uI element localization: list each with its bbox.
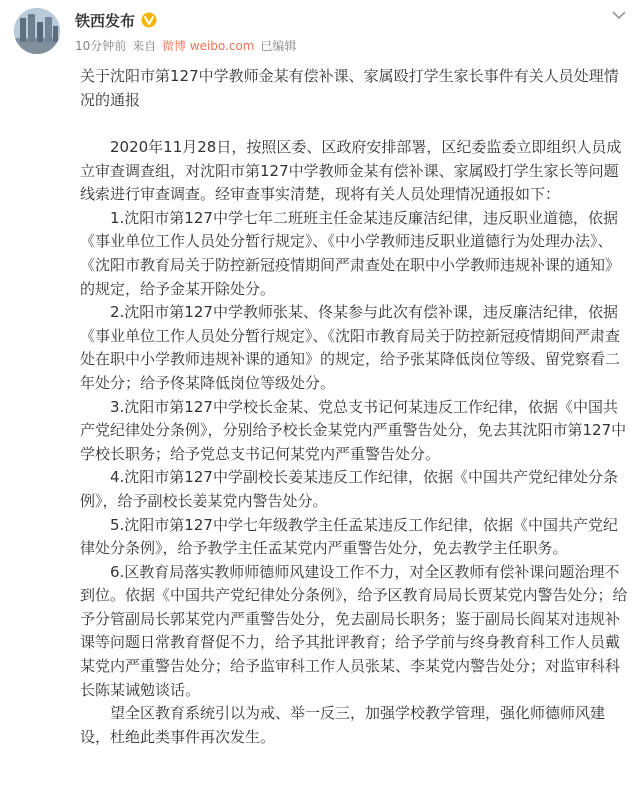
verified-badge-icon [141, 12, 157, 28]
source-link[interactable]: 微博 weibo.com [161, 39, 255, 53]
paragraph: 望全区教育系统引以为戒、举一反三，加强学校教学管理，强化师德师风建设，杜绝此类事件再次发生。 [80, 704, 606, 746]
chevron-down-icon[interactable] [610, 8, 628, 22]
post-time[interactable]: 10分钟前 [75, 39, 127, 53]
post-meta [75, 37, 296, 54]
paragraph: 5.沈阳市第127中学七年级教学主任孟某违反工作纪律，依据《中国共产党纪律处分条例》，给予教学主任孟某党内严重警告处分，免去教学主任职务。 [80, 515, 618, 558]
author-row [75, 10, 157, 30]
author-name[interactable]: 铁西发布 [75, 11, 136, 30]
paragraph: 3.沈阳市第127中学校长金某、党总支书记何某违反工作纪律，依据《中国共产党纪律处分条例》，分别给予校长金某党内严重警告处分，免去其沈阳市第127中学校长职务；给予党总支书记何某党内严重警告处分。 [80, 397, 627, 463]
paragraph: 1.沈阳市第127中学七年二班班主任金某违反廉洁纪律，违反职业道德，依据《事业单位工作人员处分暂行规定》、《中小学教师违反职业道德行为处理办法》、《沈阳市教育局关于防控新冠疫情期间严肃查处在职中小学教师违规补课的通知》的规定，给予金某开除处分。 [80, 208, 621, 298]
post-header [0, 0, 640, 60]
source-prefix: 来自 [132, 39, 157, 53]
paragraph: 4.沈阳市第127中学副校长姜某违反工作纪律，依据《中国共产党纪律处分条例》，给予副校长姜某党内警告处分。 [80, 468, 618, 510]
edited-label[interactable]: 已编辑 [260, 39, 297, 53]
post-content [80, 136, 630, 749]
paragraph: 6.区教育局落实教师师德师风建设工作不力，对全区教师有偿补课问题治理不到位。依据《中国共产党纪律处分条例》，给予区教育局局长贾某党内警告处分；给予分管副局长郭某党内严重警告处分，免去副局长职务；鉴于副局长阎某对违规补课等问题日常教育督促不力，给予其批评教育；给予学前与终身教育科工作人员戴某党内严重警告处分；给予监审科工作人员张某、李某党内警告处分；对监审科科长陈某诫勉谈话。 [80, 562, 628, 699]
paragraph: 2.沈阳市第127中学教师张某、佟某参与此次有偿补课，违反廉洁纪律，依据《事业单位工作人员处分暂行规定》、《沈阳市教育局关于防控新冠疫情期间严肃查处在职中小学教师违规补课的通知》的规定，给予张某降低岗位等级、留党察看二年处分；给予佟某降低岗位等级处分。 [80, 303, 621, 392]
avatar[interactable] [14, 8, 60, 54]
paragraph: 2020年11月28日，按照区委、区政府安排部署，区纪委监委立即组织人员成立审查调查组，对沈阳市第127中学教师金某有偿补课、家属殴打学生家长等问题线索进行审查调查。经审查事实清楚，现将有关人员处理情况通报如下： [80, 138, 622, 204]
post-title: 关于沈阳市第127中学教师金某有偿补课、家属殴打学生家长事件有关人员处理情况的通报 [80, 67, 619, 109]
